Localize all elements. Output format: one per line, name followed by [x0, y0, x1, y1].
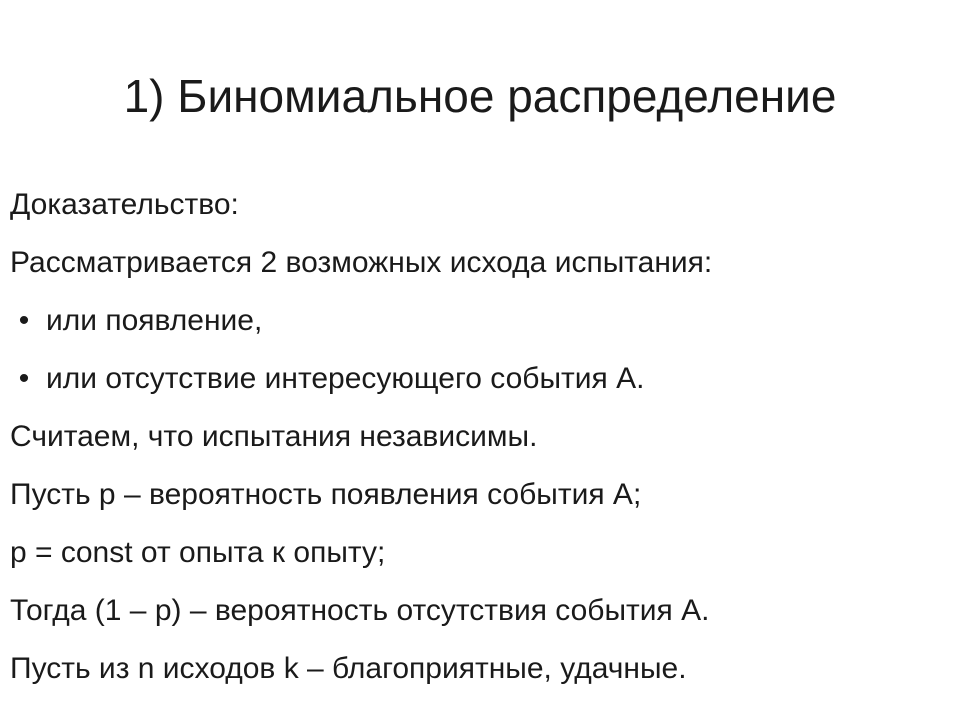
text-line: Пусть из n исходов k – благоприятные, удачные.: [10, 652, 687, 685]
bullet-text: или появление,: [46, 304, 263, 337]
text-line: Рассматривается 2 возможных исхода испытания:: [10, 246, 713, 279]
bullet-icon: •: [18, 362, 30, 395]
text-line: Тогда (1 – p) – вероятность отсутствия события А.: [10, 594, 710, 627]
slide-title: 1) Биномиальное распределение: [123, 70, 837, 122]
bullet-item: [10, 350, 950, 408]
bullet-text: или отсутствие интересующего события А.: [46, 362, 645, 395]
slide-body: [10, 176, 950, 698]
bullet-item: [10, 292, 950, 350]
text-line: p = const от опыта к опыту;: [10, 536, 386, 569]
text-line: Считаем, что испытания независимы.: [10, 420, 538, 453]
bullet-icon: •: [18, 304, 30, 337]
text-line: Доказательство:: [10, 188, 239, 221]
text-line: Пусть p – вероятность появления события А;: [10, 478, 642, 511]
